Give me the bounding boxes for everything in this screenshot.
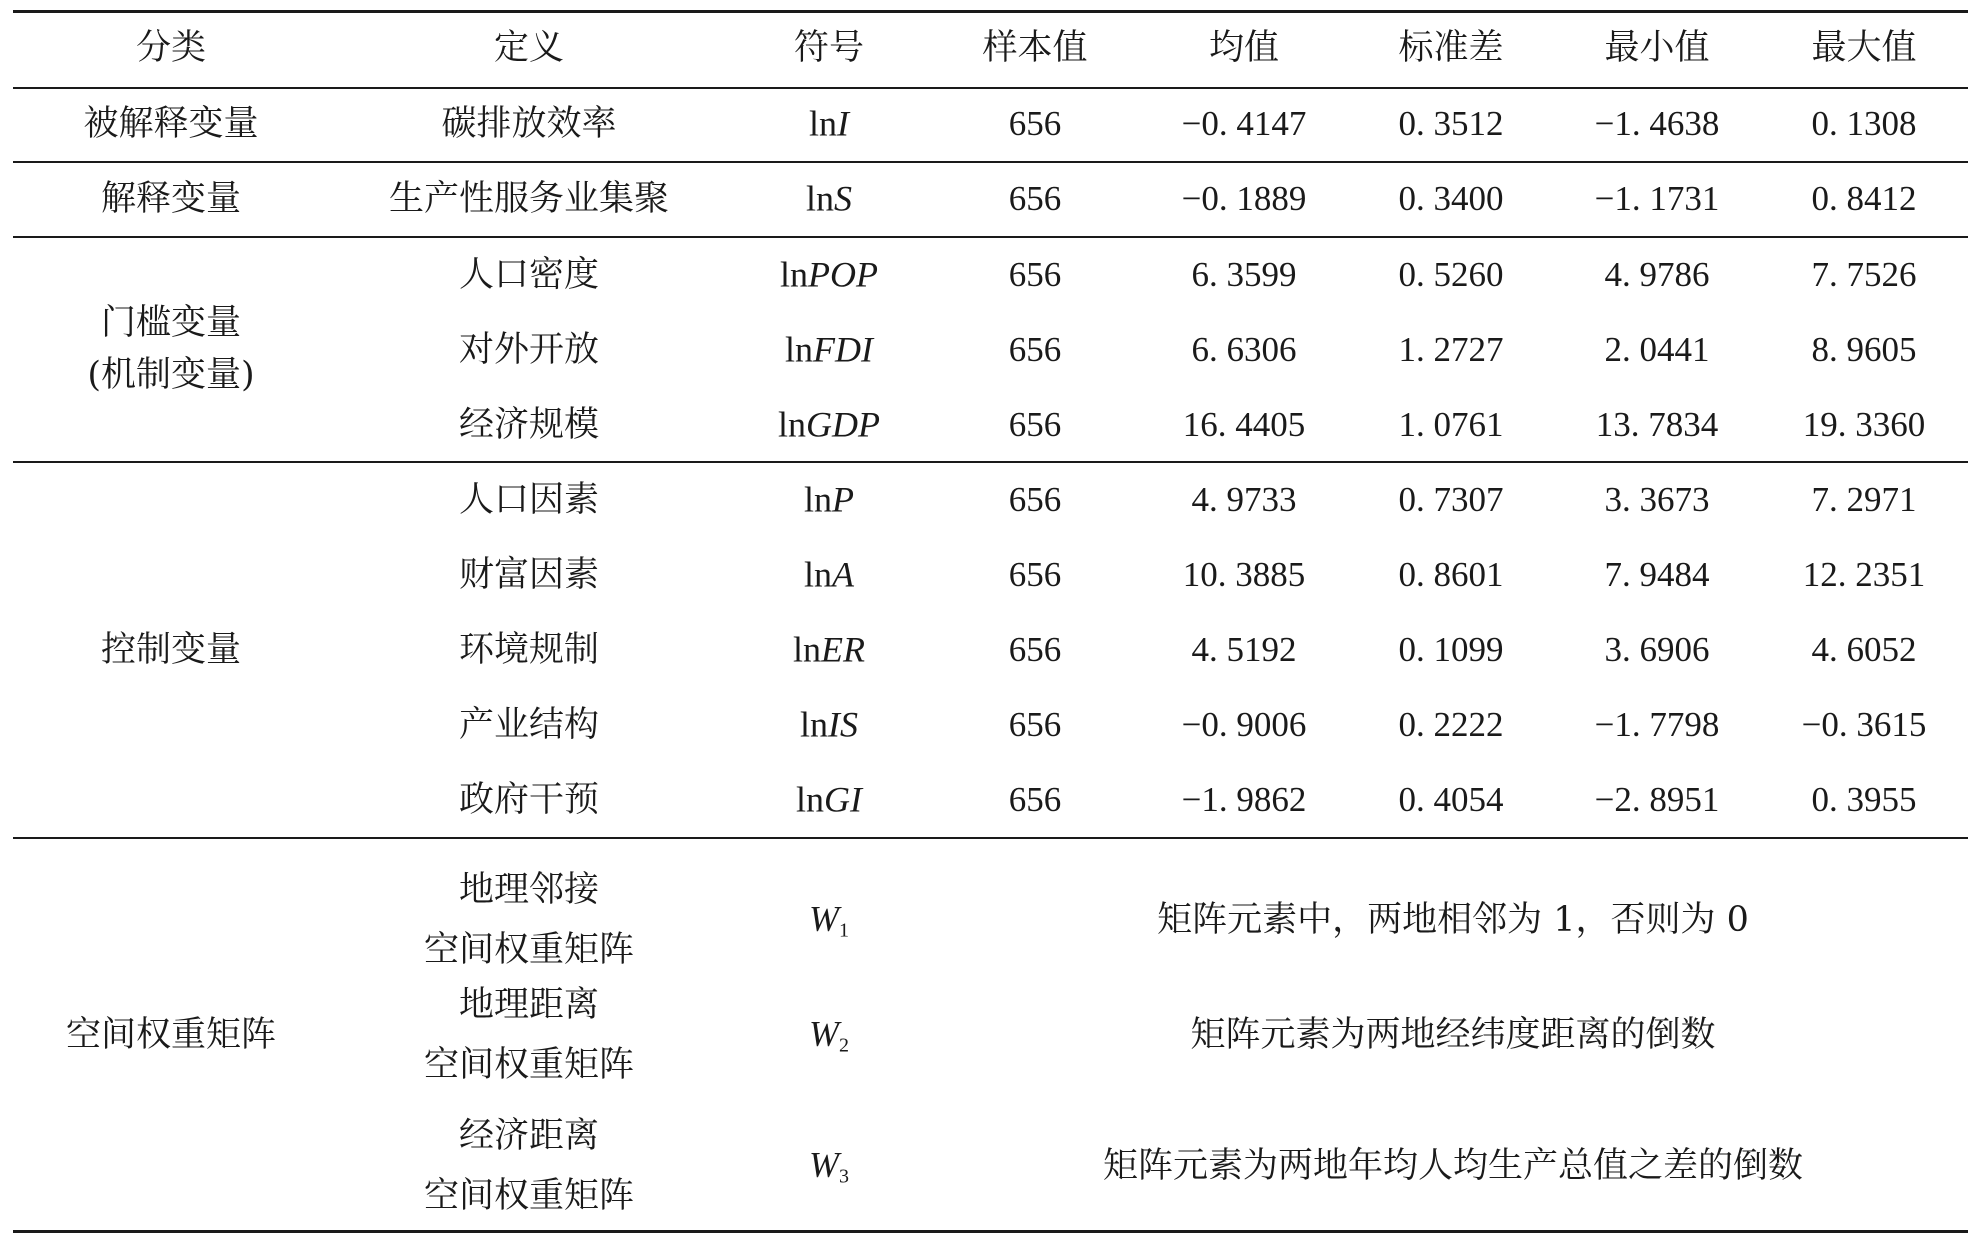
symbol-prefix: ln	[793, 629, 822, 670]
symbol-subscript: 3	[839, 1165, 849, 1188]
row-max: 7. 7526	[1811, 255, 1917, 294]
symbol-variable: S	[834, 178, 853, 219]
row-definition	[424, 860, 634, 980]
symbol-prefix: ln	[799, 704, 829, 745]
row-mean: −1. 9862	[1181, 780, 1307, 819]
row-sample-size: 656	[1008, 104, 1062, 143]
row-symbol	[809, 1144, 849, 1189]
row-max: 7. 2971	[1811, 480, 1917, 519]
symbol-prefix: ln	[777, 404, 807, 445]
row-min: 13. 7834	[1595, 405, 1719, 444]
row-max: 19. 3360	[1802, 405, 1926, 444]
symbol-prefix: ln	[785, 329, 814, 370]
symbol-variable: A	[832, 554, 855, 595]
row-min: 4. 9786	[1604, 255, 1710, 294]
row-sd: 0. 3512	[1398, 104, 1504, 143]
row-symbol	[809, 102, 849, 145]
symbol-variable: W	[809, 898, 839, 939]
category-threshold	[87, 302, 254, 396]
symbol-prefix: ln	[805, 178, 835, 219]
row-description: 矩阵元素为两地年均人均生产总值之差的倒数	[1102, 1146, 1804, 1186]
row-sd: 0. 5260	[1398, 255, 1504, 294]
row-sd: 0. 3400	[1398, 179, 1504, 218]
row-definition	[424, 1106, 634, 1226]
symbol-variable: IS	[828, 704, 859, 745]
row-mean: −0. 4147	[1181, 104, 1307, 143]
row-sd: 0. 4054	[1398, 780, 1504, 819]
symbol-variable: FDI	[813, 329, 873, 370]
row-sample-size: 656	[1008, 330, 1062, 369]
definition-line1: 地理邻接	[458, 870, 600, 910]
symbol-variable: POP	[808, 254, 878, 295]
row-mean: 4. 5192	[1191, 630, 1297, 669]
row-symbol	[780, 253, 878, 296]
symbol-variable: P	[832, 479, 855, 520]
row-symbol	[778, 403, 880, 446]
row-definition: 政府干预	[458, 780, 600, 820]
definition-line2: 空间权重矩阵	[423, 1176, 635, 1216]
row-symbol	[806, 177, 852, 220]
row-max: −0. 3615	[1801, 705, 1927, 744]
category-threshold-line2: (机制变量)	[87, 355, 255, 395]
header-sample: 样本值	[982, 28, 1088, 68]
category-control: 控制变量	[100, 630, 242, 670]
bottom-rule	[13, 1230, 1968, 1233]
definition-line1: 地理距离	[458, 985, 600, 1025]
row-mean: 10. 3885	[1182, 555, 1306, 594]
group-rule	[13, 837, 1968, 839]
row-definition	[424, 975, 634, 1095]
row-definition: 人口因素	[458, 480, 600, 520]
row-definition: 财富因素	[458, 555, 600, 595]
row-sample-size: 656	[1008, 255, 1062, 294]
symbol-prefix: ln	[803, 554, 833, 595]
symbol-variable: W	[809, 1144, 839, 1185]
row-sample-size: 656	[1008, 705, 1062, 744]
row-max: 4. 6052	[1811, 630, 1917, 669]
header-definition: 定义	[493, 28, 565, 68]
symbol-subscript: 2	[839, 1034, 849, 1057]
symbol-variable: I	[837, 103, 850, 144]
header-symbol: 符号	[793, 28, 865, 68]
definition-line1: 经济距离	[458, 1116, 600, 1156]
row-mean: 6. 6306	[1191, 330, 1297, 369]
category-explained: 被解释变量	[83, 104, 259, 144]
row-sd: 0. 8601	[1398, 555, 1504, 594]
category-explanatory: 解释变量	[100, 179, 242, 219]
group-rule	[13, 461, 1968, 463]
row-sd: 0. 1099	[1398, 630, 1504, 669]
row-description: 矩阵元素中，两地相邻为 1，否则为 0	[1157, 900, 1749, 940]
row-max: 12. 2351	[1802, 555, 1926, 594]
header-mean: 均值	[1208, 28, 1280, 68]
row-min: 7. 9484	[1604, 555, 1710, 594]
symbol-subscript: 1	[839, 919, 849, 942]
row-definition: 生产性服务业集聚	[388, 179, 670, 219]
symbol-prefix: ln	[780, 254, 809, 295]
row-sample-size: 656	[1008, 179, 1062, 218]
row-max: 8. 9605	[1811, 330, 1917, 369]
row-sd: 1. 0761	[1398, 405, 1504, 444]
row-mean: −0. 1889	[1181, 179, 1307, 218]
row-symbol	[804, 553, 854, 596]
row-description: 矩阵元素为两地经纬度距离的倒数	[1190, 1015, 1716, 1055]
category-spatial: 空间权重矩阵	[65, 1015, 277, 1055]
row-sd: 0. 2222	[1398, 705, 1504, 744]
row-symbol	[800, 703, 858, 746]
row-symbol	[785, 328, 873, 371]
row-sd: 0. 7307	[1398, 480, 1504, 519]
symbol-prefix: ln	[803, 479, 833, 520]
row-symbol	[796, 778, 862, 821]
row-mean: 4. 9733	[1191, 480, 1297, 519]
row-symbol	[793, 628, 865, 671]
top-rule	[13, 10, 1968, 13]
symbol-variable: GI	[824, 779, 863, 820]
row-min: −1. 1731	[1594, 179, 1720, 218]
row-max: 0. 1308	[1811, 104, 1917, 143]
row-symbol	[809, 1013, 849, 1058]
row-min: −1. 7798	[1594, 705, 1720, 744]
row-min: −1. 4638	[1594, 104, 1720, 143]
symbol-variable: ER	[821, 629, 865, 670]
row-min: −2. 8951	[1594, 780, 1720, 819]
group-rule	[13, 236, 1968, 238]
row-min: 3. 3673	[1604, 480, 1710, 519]
row-definition: 对外开放	[458, 330, 600, 370]
symbol-prefix: ln	[795, 779, 825, 820]
row-mean: −0. 9006	[1181, 705, 1307, 744]
row-mean: 16. 4405	[1182, 405, 1306, 444]
header-category: 分类	[135, 28, 207, 68]
row-sample-size: 656	[1008, 555, 1062, 594]
header-min: 最小值	[1604, 28, 1710, 68]
row-definition: 人口密度	[458, 255, 600, 295]
symbol-prefix: ln	[808, 103, 838, 144]
row-sample-size: 656	[1008, 405, 1062, 444]
row-definition: 经济规模	[458, 405, 600, 445]
row-sd: 1. 2727	[1398, 330, 1504, 369]
row-max: 0. 3955	[1811, 780, 1917, 819]
header-sd: 标准差	[1398, 28, 1504, 68]
group-rule	[13, 161, 1968, 163]
symbol-variable: W	[809, 1013, 839, 1054]
header-max: 最大值	[1811, 28, 1917, 68]
row-symbol	[804, 478, 854, 521]
definition-line2: 空间权重矩阵	[423, 1045, 635, 1085]
row-min: 2. 0441	[1604, 330, 1710, 369]
row-sample-size: 656	[1008, 630, 1062, 669]
row-symbol	[809, 898, 849, 943]
row-mean: 6. 3599	[1191, 255, 1297, 294]
row-definition: 碳排放效率	[441, 104, 617, 144]
definition-line2: 空间权重矩阵	[423, 930, 635, 970]
row-sample-size: 656	[1008, 480, 1062, 519]
row-definition: 产业结构	[458, 705, 600, 745]
row-min: 3. 6906	[1604, 630, 1710, 669]
row-max: 0. 8412	[1811, 179, 1917, 218]
row-sample-size: 656	[1008, 780, 1062, 819]
row-definition: 环境规制	[458, 630, 600, 670]
header-rule	[13, 87, 1968, 89]
symbol-variable: GDP	[806, 404, 881, 445]
category-threshold-line1: 门槛变量	[100, 303, 241, 343]
